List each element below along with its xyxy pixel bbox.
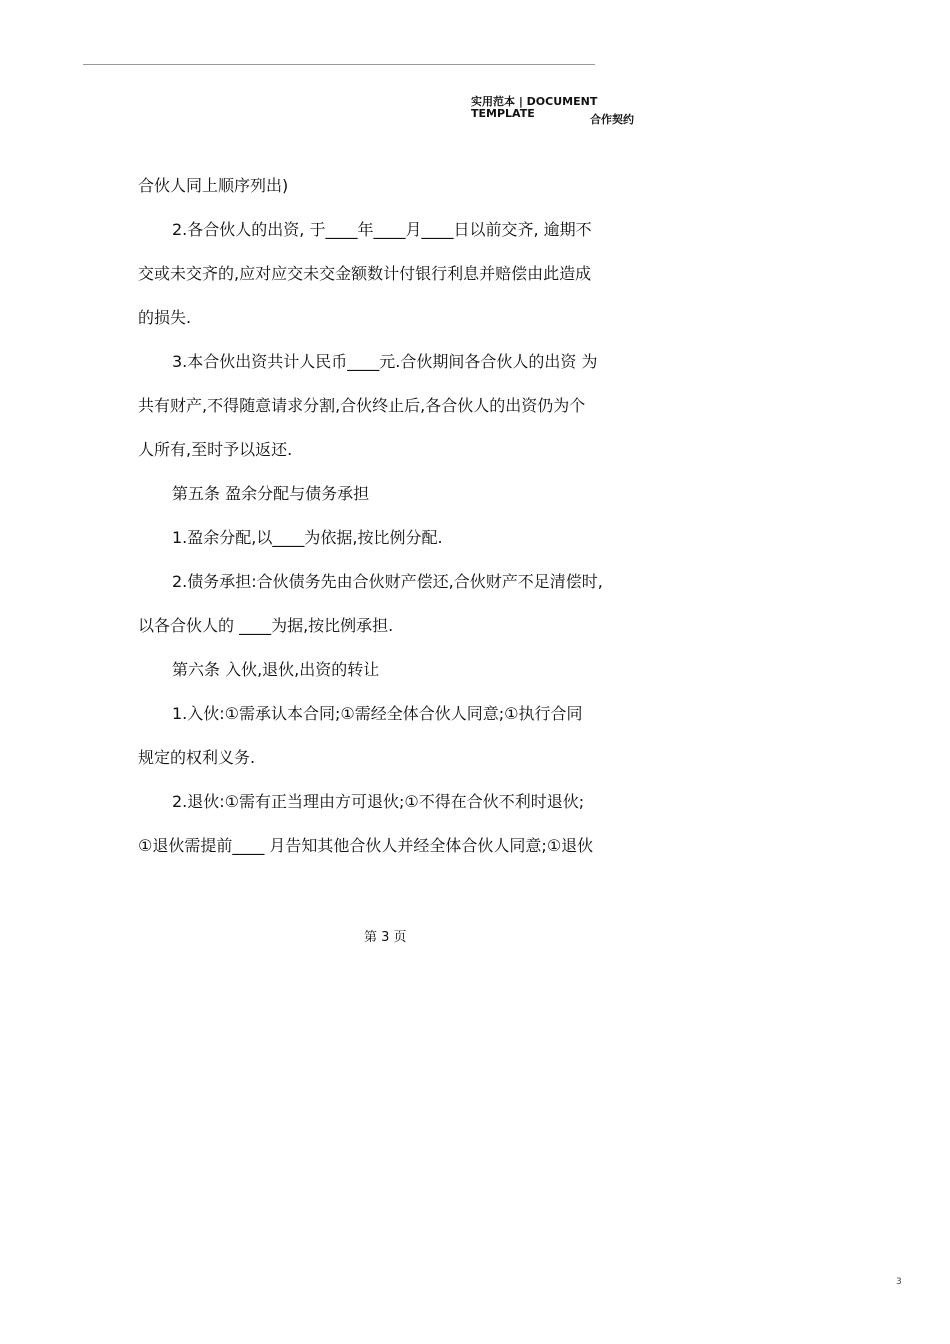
header-label-line1: 实用范本 | DOCUMENT xyxy=(471,95,598,108)
page-footer-number: 第 3 页 xyxy=(364,930,407,945)
contract-body xyxy=(138,164,638,868)
body-line: 合伙人同上顺序列出) xyxy=(138,176,289,195)
section-heading: 第五条 盈余分配与债务承担 xyxy=(172,484,370,503)
body-line: 规定的权利义务. xyxy=(138,748,256,767)
body-line: 交或未交齐的,应对应交未交金额数计付银行利息并赔偿由此造成 xyxy=(138,264,592,283)
corner-page-number: 3 xyxy=(896,1277,902,1287)
body-line: 人所有,至时予以返还. xyxy=(138,440,293,459)
body-line: 2.各合伙人的出资, 于____年____月____日以前交齐, 逾期不 xyxy=(172,220,592,239)
body-line: 2.退伙:①需有正当理由方可退伙;①不得在合伙不利时退伙; xyxy=(172,792,585,811)
body-line: ①退伙需提前____ 月告知其他合伙人并经全体合伙人同意;①退伙 xyxy=(138,836,594,855)
body-line: 以各合伙人的 ____为据,按比例承担. xyxy=(138,616,394,635)
header-label-subtitle: 合作契约 xyxy=(590,113,634,126)
body-line: 共有财产,不得随意请求分割,合伙终止后,各合伙人的出资仍为个 xyxy=(138,396,586,415)
body-line: 3.本合伙出资共计人民币____元.合伙期间各合伙人的出资 为 xyxy=(172,352,598,371)
body-line: 的损失. xyxy=(138,308,192,327)
header-label xyxy=(471,95,641,126)
header-divider xyxy=(83,64,595,65)
header-label-line2-text: TEMPLATE xyxy=(471,107,535,120)
body-line: 1.盈余分配,以____为依据,按比例分配. xyxy=(172,528,443,547)
section-heading: 第六条 入伙,退伙,出资的转让 xyxy=(172,660,380,679)
body-line: 1.入伙:①需承认本合同;①需经全体合伙人同意;①执行合同 xyxy=(172,704,583,723)
body-line: 2.债务承担:合伙债务先由合伙财产偿还,合伙财产不足清偿时, xyxy=(172,572,603,591)
